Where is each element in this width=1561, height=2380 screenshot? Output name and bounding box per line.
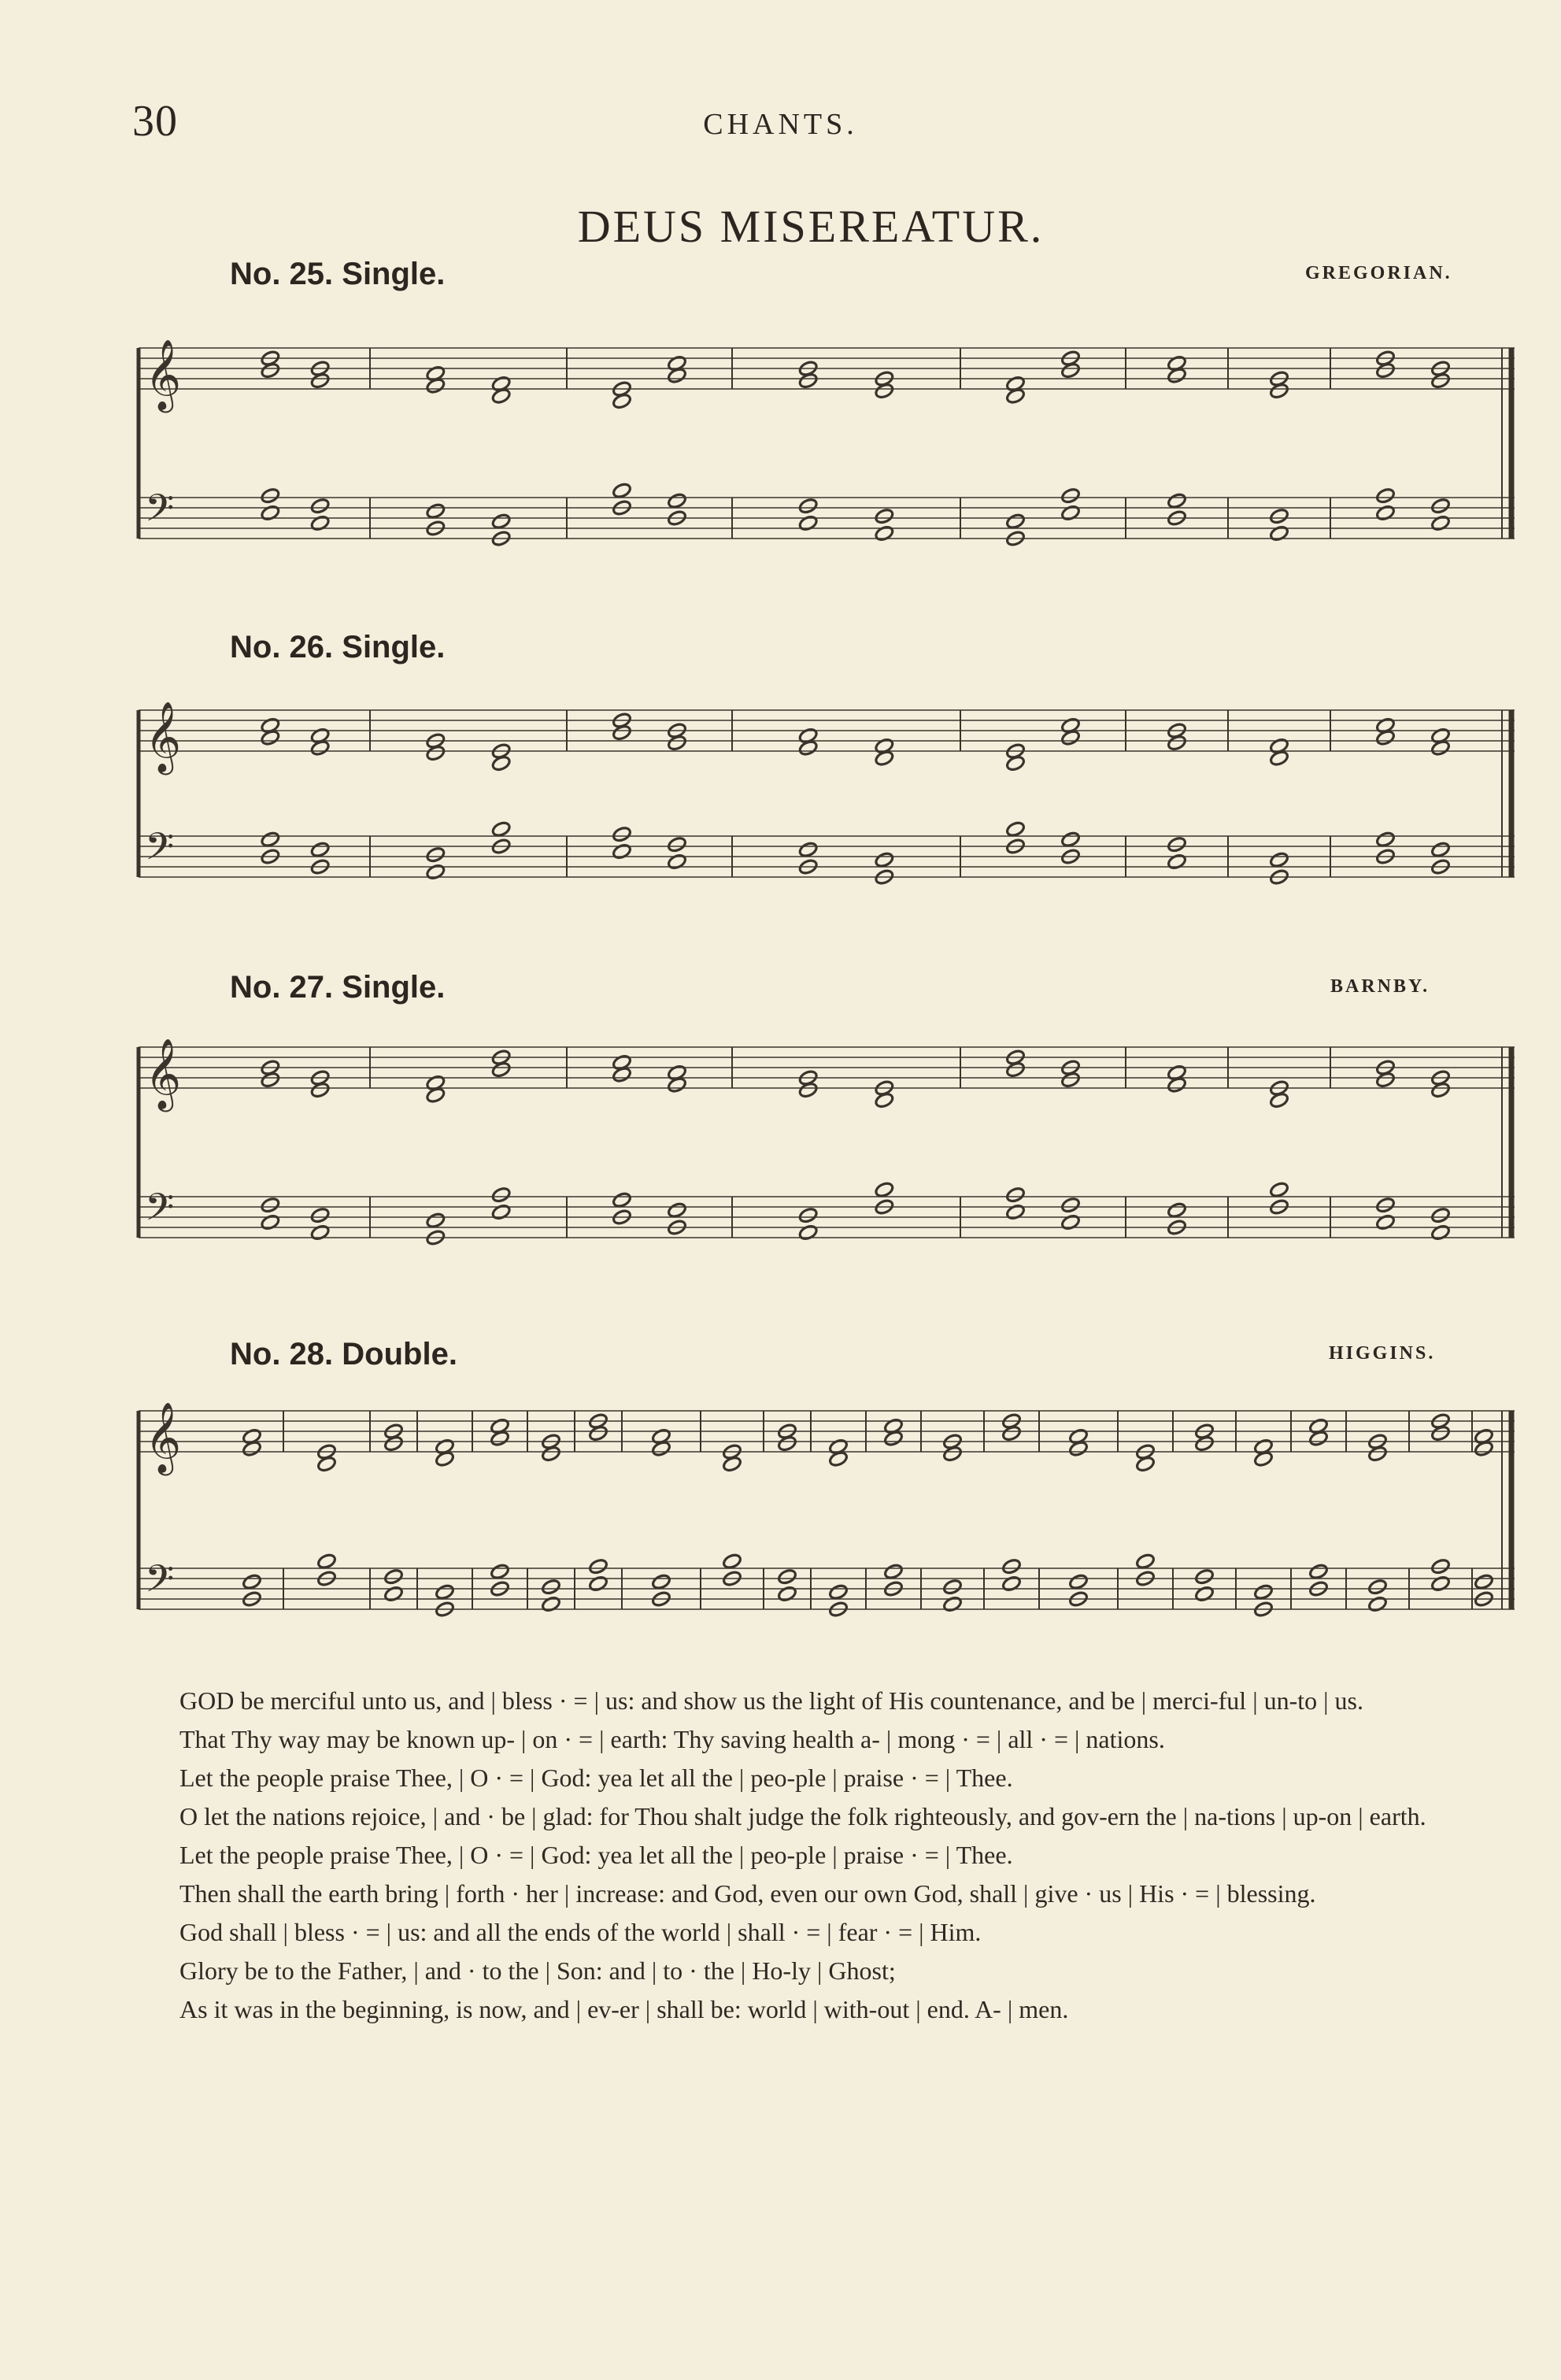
chant-25-staff-svg [134, 324, 1519, 584]
note-head [1005, 1204, 1026, 1221]
note-head [1167, 853, 1187, 871]
chant-27-staff-svg [134, 1023, 1519, 1283]
note-head [260, 1214, 280, 1231]
verse-7: God shall | bless · = | us: and all the ends of the world | shall · = | fear · = | Him. [179, 1918, 982, 1946]
note-head [828, 1583, 849, 1601]
note-head [425, 502, 446, 520]
page-number: 30 [132, 97, 178, 146]
note-head [942, 1579, 963, 1596]
note-head [1430, 498, 1451, 515]
note-head [1430, 1207, 1451, 1224]
note-head [588, 1575, 608, 1593]
note-head [260, 1197, 280, 1214]
running-head: CHANTS. [703, 108, 858, 141]
note-head [1269, 851, 1289, 868]
note-head [942, 1596, 963, 1613]
note-head [541, 1596, 561, 1613]
treble-clef-icon: 𝄞 [145, 1401, 182, 1473]
note-head [612, 1191, 632, 1209]
note-head [1253, 1583, 1274, 1601]
chant-28-label: No. 28. Double. [230, 1337, 457, 1371]
note-head [260, 487, 280, 505]
chant-26-label: No. 26. Single. [230, 630, 446, 664]
note-head [798, 1224, 819, 1242]
chant-26-staff-svg [134, 687, 1519, 923]
note-head [1068, 1573, 1089, 1590]
note-head [874, 525, 894, 542]
note-head [260, 831, 280, 848]
chant-25-score [134, 324, 1519, 584]
verse-2: That Thy way may be known up- | on · = | earth: Thy saving health a- | mong · = | all · = | nations. [179, 1725, 1165, 1753]
verse-5: Let the people praise Thee, | O · = | God: yea let all the | peo-ple | praise · = | Thee. [179, 1841, 1013, 1869]
note-head [722, 1553, 742, 1570]
note-head [612, 843, 632, 861]
note-head [541, 1579, 561, 1596]
note-head [874, 1181, 894, 1198]
note-head [651, 1573, 671, 1590]
note-head [1060, 831, 1081, 848]
note-head [1375, 1197, 1396, 1214]
chant-28-staff-svg [134, 1387, 1519, 1655]
note-head [798, 515, 819, 532]
chant-27-score [134, 1023, 1519, 1283]
note-head [1430, 515, 1451, 532]
note-head [1430, 1558, 1451, 1575]
note-head [667, 836, 687, 853]
note-head [874, 851, 894, 868]
note-head [1005, 513, 1026, 530]
note-head [310, 498, 331, 515]
chant-27-composer: BARNBY. [1330, 976, 1430, 997]
note-head [310, 1224, 331, 1242]
chant-26-score [134, 687, 1519, 923]
page-title: DEUS MISEREATUR. [577, 201, 1045, 252]
note-head [1167, 1201, 1187, 1219]
note-head [1430, 1224, 1451, 1242]
note-head [1005, 820, 1026, 838]
note-head [383, 1568, 404, 1586]
verse-4: O let the nations rejoice, | and · be | glad: for Thou shalt judge the folk righteously, and gov-ern the | na-tions | up-on | earth. [179, 1802, 1426, 1830]
bass-clef-icon: 𝄢 [145, 824, 175, 878]
note-head [1269, 525, 1289, 542]
note-head [425, 846, 446, 864]
note-head [1194, 1586, 1215, 1603]
note-head [777, 1586, 797, 1603]
note-head [798, 1207, 819, 1224]
note-head [1269, 1181, 1289, 1198]
note-head [1001, 1558, 1022, 1575]
note-head [1430, 841, 1451, 858]
verse-8: Glory be to the Father, | and · to the | Son: and | to · the | Ho-ly | Ghost; [179, 1956, 896, 1985]
note-head [874, 508, 894, 525]
note-head [491, 1204, 512, 1221]
note-head [1269, 508, 1289, 525]
note-head [1308, 1563, 1329, 1580]
note-head [1060, 1214, 1081, 1231]
note-head [491, 513, 512, 530]
note-head [1430, 1575, 1451, 1593]
verse-1: GOD be merciful unto us, and | bless · = | us: and show us the light of His countenance, and be | merci-ful | un-to | us. [179, 1686, 1363, 1715]
verse-3: Let the people praise Thee, | O · = | God: yea let all the | peo-ple | praise · = | Thee. [179, 1764, 1013, 1792]
note-head [1375, 831, 1396, 848]
note-head [667, 1201, 687, 1219]
treble-clef-icon: 𝄞 [145, 701, 182, 772]
note-head [798, 841, 819, 858]
chant-28-score [134, 1387, 1519, 1655]
psalm-text [134, 1683, 1507, 2030]
note-head [425, 1212, 446, 1229]
note-head [383, 1586, 404, 1603]
bass-clef-icon: 𝄢 [145, 1556, 175, 1610]
note-head [310, 515, 331, 532]
note-head [612, 826, 632, 843]
note-head [777, 1568, 797, 1586]
note-head [1060, 487, 1081, 505]
note-head [1375, 487, 1396, 505]
note-head [667, 492, 687, 509]
note-head [588, 1558, 608, 1575]
note-head [1474, 1573, 1494, 1590]
bass-clef-icon: 𝄢 [145, 1185, 175, 1238]
note-head [798, 498, 819, 515]
bass-clef-icon: 𝄢 [145, 486, 175, 539]
note-head [1001, 1575, 1022, 1593]
note-head [883, 1563, 904, 1580]
note-head [1375, 1214, 1396, 1231]
note-head [310, 841, 331, 858]
note-head [1167, 836, 1187, 853]
note-head [310, 1207, 331, 1224]
chant-25-composer: GREGORIAN. [1305, 263, 1452, 283]
verse-9: As it was in the beginning, is now, and | ev-er | shall be: world | with-out | end. A- | men. [179, 1995, 1069, 2023]
note-head [491, 1186, 512, 1204]
note-head [612, 482, 632, 499]
note-head [1135, 1553, 1156, 1570]
note-head [316, 1553, 337, 1570]
note-head [1367, 1579, 1388, 1596]
note-head [1060, 505, 1081, 522]
chant-27-label: No. 27. Single. [230, 970, 446, 1005]
note-head [425, 864, 446, 881]
note-head [1194, 1568, 1215, 1586]
note-head [491, 820, 512, 838]
note-head [490, 1563, 510, 1580]
note-head [435, 1583, 455, 1601]
chant-28-composer: HIGGINS. [1329, 1343, 1436, 1364]
note-head [242, 1573, 262, 1590]
note-head [1375, 505, 1396, 522]
treble-clef-icon: 𝄞 [145, 339, 182, 410]
note-head [1060, 1197, 1081, 1214]
treble-clef-icon: 𝄞 [145, 1038, 182, 1109]
note-head [260, 505, 280, 522]
note-head [1005, 1186, 1026, 1204]
note-head [1367, 1596, 1388, 1613]
note-head [1167, 492, 1187, 509]
note-head [667, 853, 687, 871]
chant-25-label: No. 25. Single. [230, 257, 446, 291]
verse-6: Then shall the earth bring | forth · her | increase: and God, even our own God, shall | give · us | His · = | blessing. [179, 1879, 1316, 1908]
